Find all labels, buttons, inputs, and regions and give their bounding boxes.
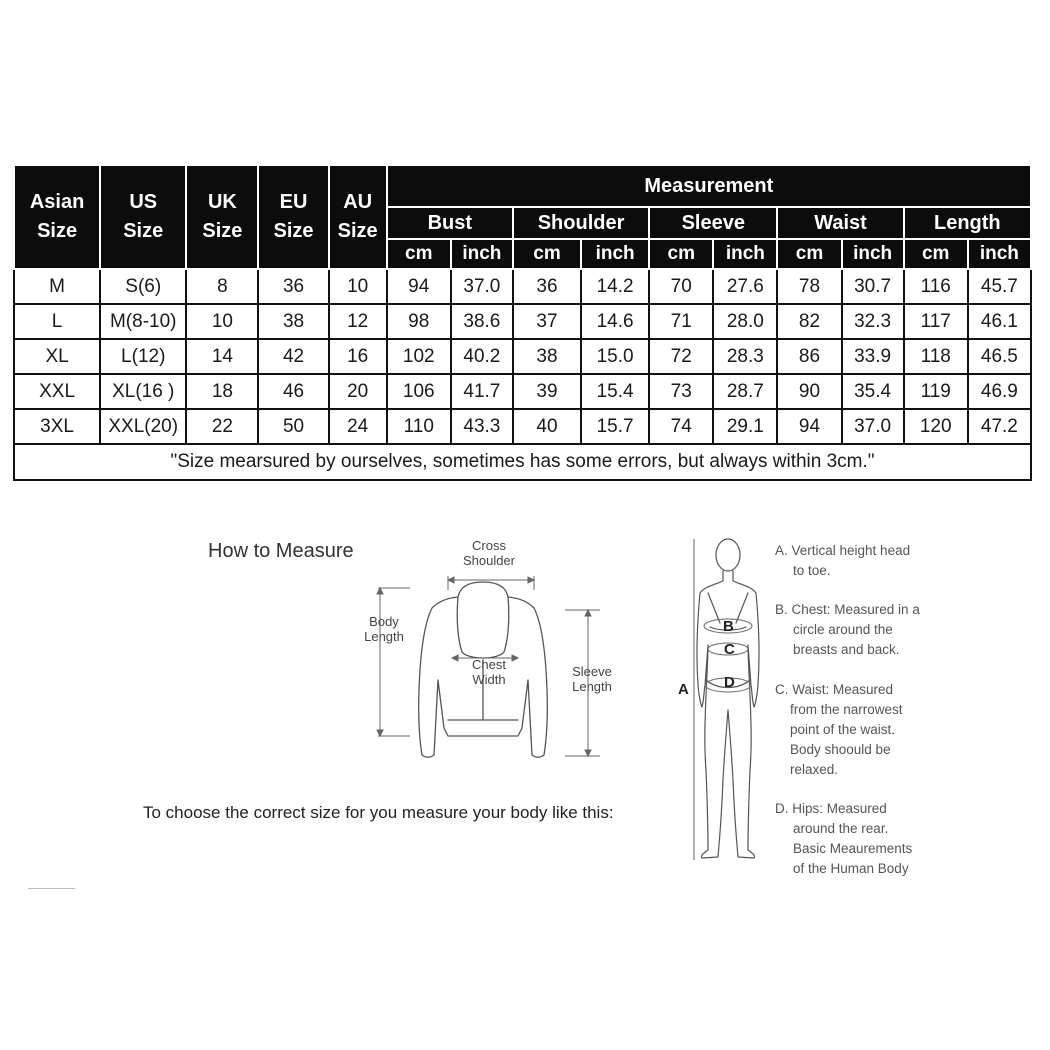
table-cell: 28.7 bbox=[713, 374, 777, 409]
body-head bbox=[716, 539, 740, 571]
table-cell: 16 bbox=[329, 339, 387, 374]
shirt-hood bbox=[457, 582, 509, 658]
table-cell: 28.0 bbox=[713, 304, 777, 339]
table-cell: M bbox=[14, 269, 100, 304]
table-cell: 78 bbox=[777, 269, 841, 304]
unit-inch: inch bbox=[713, 239, 777, 269]
header-eu-size: EU Size bbox=[258, 165, 328, 269]
table-cell: 14.6 bbox=[581, 304, 649, 339]
table-cell: 18 bbox=[186, 374, 258, 409]
table-cell: 27.6 bbox=[713, 269, 777, 304]
note-line: Body shoould be bbox=[790, 742, 891, 757]
table-cell: 86 bbox=[777, 339, 841, 374]
label-line: Width bbox=[472, 672, 506, 687]
note-d bbox=[775, 799, 912, 879]
table-cell: 43.3 bbox=[451, 409, 513, 444]
unit-cm: cm bbox=[387, 239, 451, 269]
note-line: B. Chest: Measured in a bbox=[775, 602, 920, 617]
table-row bbox=[14, 304, 1031, 339]
table-cell: 119 bbox=[904, 374, 968, 409]
table-cell: 38.6 bbox=[451, 304, 513, 339]
table-cell: 116 bbox=[904, 269, 968, 304]
unit-cm: cm bbox=[513, 239, 581, 269]
note-b bbox=[775, 600, 920, 660]
letter-b: B bbox=[723, 618, 734, 635]
table-cell: 98 bbox=[387, 304, 451, 339]
table-cell: 14 bbox=[186, 339, 258, 374]
note-line: C. Waist: Measured bbox=[775, 682, 894, 697]
label-chest-width bbox=[459, 657, 519, 687]
table-cell: 50 bbox=[258, 409, 328, 444]
label-line: Chest bbox=[472, 657, 506, 672]
header-uk-size: UK Size bbox=[186, 165, 258, 269]
measurement-note: "Size mearsured by ourselves, sometimes has some errors, but always within 3cm." bbox=[14, 444, 1031, 480]
table-cell: 40 bbox=[513, 409, 581, 444]
table-cell: 71 bbox=[649, 304, 713, 339]
table-cell: 35.4 bbox=[842, 374, 904, 409]
unit-inch: inch bbox=[581, 239, 649, 269]
table-cell: 32.3 bbox=[842, 304, 904, 339]
table-cell: 73 bbox=[649, 374, 713, 409]
unit-inch: inch bbox=[451, 239, 513, 269]
label-cross-shoulder bbox=[453, 538, 525, 568]
header-sleeve: Sleeve bbox=[649, 207, 777, 239]
table-cell: 46 bbox=[258, 374, 328, 409]
table-cell: L bbox=[14, 304, 100, 339]
note-line: from the narrowest bbox=[790, 702, 903, 717]
table-cell: XL bbox=[14, 339, 100, 374]
note-row bbox=[14, 444, 1031, 480]
table-row bbox=[14, 374, 1031, 409]
letter-d: D bbox=[724, 674, 735, 691]
table-body bbox=[14, 269, 1031, 480]
table-cell: 39 bbox=[513, 374, 581, 409]
table-cell: 46.9 bbox=[968, 374, 1031, 409]
table-cell: 120 bbox=[904, 409, 968, 444]
table-cell: 37.0 bbox=[842, 409, 904, 444]
unit-inch: inch bbox=[968, 239, 1031, 269]
header-us-size: US Size bbox=[100, 165, 186, 269]
table-cell: 28.3 bbox=[713, 339, 777, 374]
table-cell: 36 bbox=[258, 269, 328, 304]
table-cell: 15.0 bbox=[581, 339, 649, 374]
table-cell: 82 bbox=[777, 304, 841, 339]
table-cell: 94 bbox=[777, 409, 841, 444]
unit-cm: cm bbox=[904, 239, 968, 269]
table-cell: 94 bbox=[387, 269, 451, 304]
table-cell: 15.4 bbox=[581, 374, 649, 409]
note-line: D. Hips: Measured bbox=[775, 801, 887, 816]
table-cell: 70 bbox=[649, 269, 713, 304]
table-cell: 29.1 bbox=[713, 409, 777, 444]
table-cell: 45.7 bbox=[968, 269, 1031, 304]
header-measurement: Measurement bbox=[387, 165, 1031, 207]
table-cell: 37 bbox=[513, 304, 581, 339]
label-line: Body bbox=[369, 614, 399, 629]
table-cell: 37.0 bbox=[451, 269, 513, 304]
header-bust: Bust bbox=[387, 207, 513, 239]
how-to-measure-title: How to Measure bbox=[208, 540, 354, 562]
table-cell: 38 bbox=[513, 339, 581, 374]
body-diagram bbox=[690, 535, 770, 865]
table-cell: 47.2 bbox=[968, 409, 1031, 444]
table-cell: 46.1 bbox=[968, 304, 1031, 339]
table-cell: 110 bbox=[387, 409, 451, 444]
choose-size-instruction: To choose the correct size for you measure your body like this: bbox=[143, 803, 614, 822]
table-cell: M(8-10) bbox=[100, 304, 186, 339]
label-line: Cross bbox=[472, 538, 506, 553]
table-cell: XXL(20) bbox=[100, 409, 186, 444]
table-cell: 102 bbox=[387, 339, 451, 374]
table-cell: 41.7 bbox=[451, 374, 513, 409]
table-cell: 12 bbox=[329, 304, 387, 339]
note-line: A. Vertical height head bbox=[775, 543, 911, 558]
unit-inch: inch bbox=[842, 239, 904, 269]
note-line: around the rear. bbox=[793, 821, 889, 836]
table-cell: 46.5 bbox=[968, 339, 1031, 374]
table-cell: 38 bbox=[258, 304, 328, 339]
note-c bbox=[775, 680, 903, 780]
table-cell: 118 bbox=[904, 339, 968, 374]
table-cell: 74 bbox=[649, 409, 713, 444]
table-cell: 3XL bbox=[14, 409, 100, 444]
header-asian-size: Asian Size bbox=[14, 165, 100, 269]
note-line: breasts and back. bbox=[793, 642, 900, 657]
table-cell: XL(16 ) bbox=[100, 374, 186, 409]
table-cell: 30.7 bbox=[842, 269, 904, 304]
letter-c: C bbox=[724, 641, 735, 658]
table-cell: 10 bbox=[329, 269, 387, 304]
table-cell: 22 bbox=[186, 409, 258, 444]
header-length: Length bbox=[904, 207, 1031, 239]
note-line: to toe. bbox=[793, 563, 831, 578]
table-cell: 15.7 bbox=[581, 409, 649, 444]
table-row bbox=[14, 409, 1031, 444]
note-line: relaxed. bbox=[790, 762, 839, 777]
table-row bbox=[14, 339, 1031, 374]
divider-line bbox=[28, 888, 75, 889]
note-line: circle around the bbox=[793, 622, 893, 637]
label-line: Length bbox=[572, 679, 612, 694]
label-line: Sleeve bbox=[572, 664, 612, 679]
size-chart-table bbox=[13, 164, 1032, 481]
table-cell: 42 bbox=[258, 339, 328, 374]
label-line: Shoulder bbox=[462, 553, 516, 568]
table-cell: 90 bbox=[777, 374, 841, 409]
body-outline bbox=[697, 571, 759, 858]
table-cell: L(12) bbox=[100, 339, 186, 374]
table-row bbox=[14, 269, 1031, 304]
note-line: point of the waist. bbox=[790, 722, 896, 737]
unit-cm: cm bbox=[649, 239, 713, 269]
note-a bbox=[775, 541, 910, 581]
table-cell: 24 bbox=[329, 409, 387, 444]
table-cell: 10 bbox=[186, 304, 258, 339]
note-line: of the Human Body bbox=[793, 861, 909, 876]
table-cell: 72 bbox=[649, 339, 713, 374]
table-cell: 8 bbox=[186, 269, 258, 304]
header-shoulder: Shoulder bbox=[513, 207, 649, 239]
table-cell: 117 bbox=[904, 304, 968, 339]
table-cell: S(6) bbox=[100, 269, 186, 304]
header-au-size: AU Size bbox=[329, 165, 387, 269]
header-waist: Waist bbox=[777, 207, 903, 239]
table-cell: 106 bbox=[387, 374, 451, 409]
table-cell: XXL bbox=[14, 374, 100, 409]
table-cell: 40.2 bbox=[451, 339, 513, 374]
label-body-length bbox=[358, 614, 410, 644]
table-cell: 14.2 bbox=[581, 269, 649, 304]
table-cell: 36 bbox=[513, 269, 581, 304]
unit-cm: cm bbox=[777, 239, 841, 269]
label-sleeve-length bbox=[562, 664, 622, 694]
note-line: Basic Meaurements bbox=[793, 841, 913, 856]
table-cell: 20 bbox=[329, 374, 387, 409]
label-line: Length bbox=[364, 629, 404, 644]
table-cell: 33.9 bbox=[842, 339, 904, 374]
letter-a: A bbox=[678, 681, 689, 698]
